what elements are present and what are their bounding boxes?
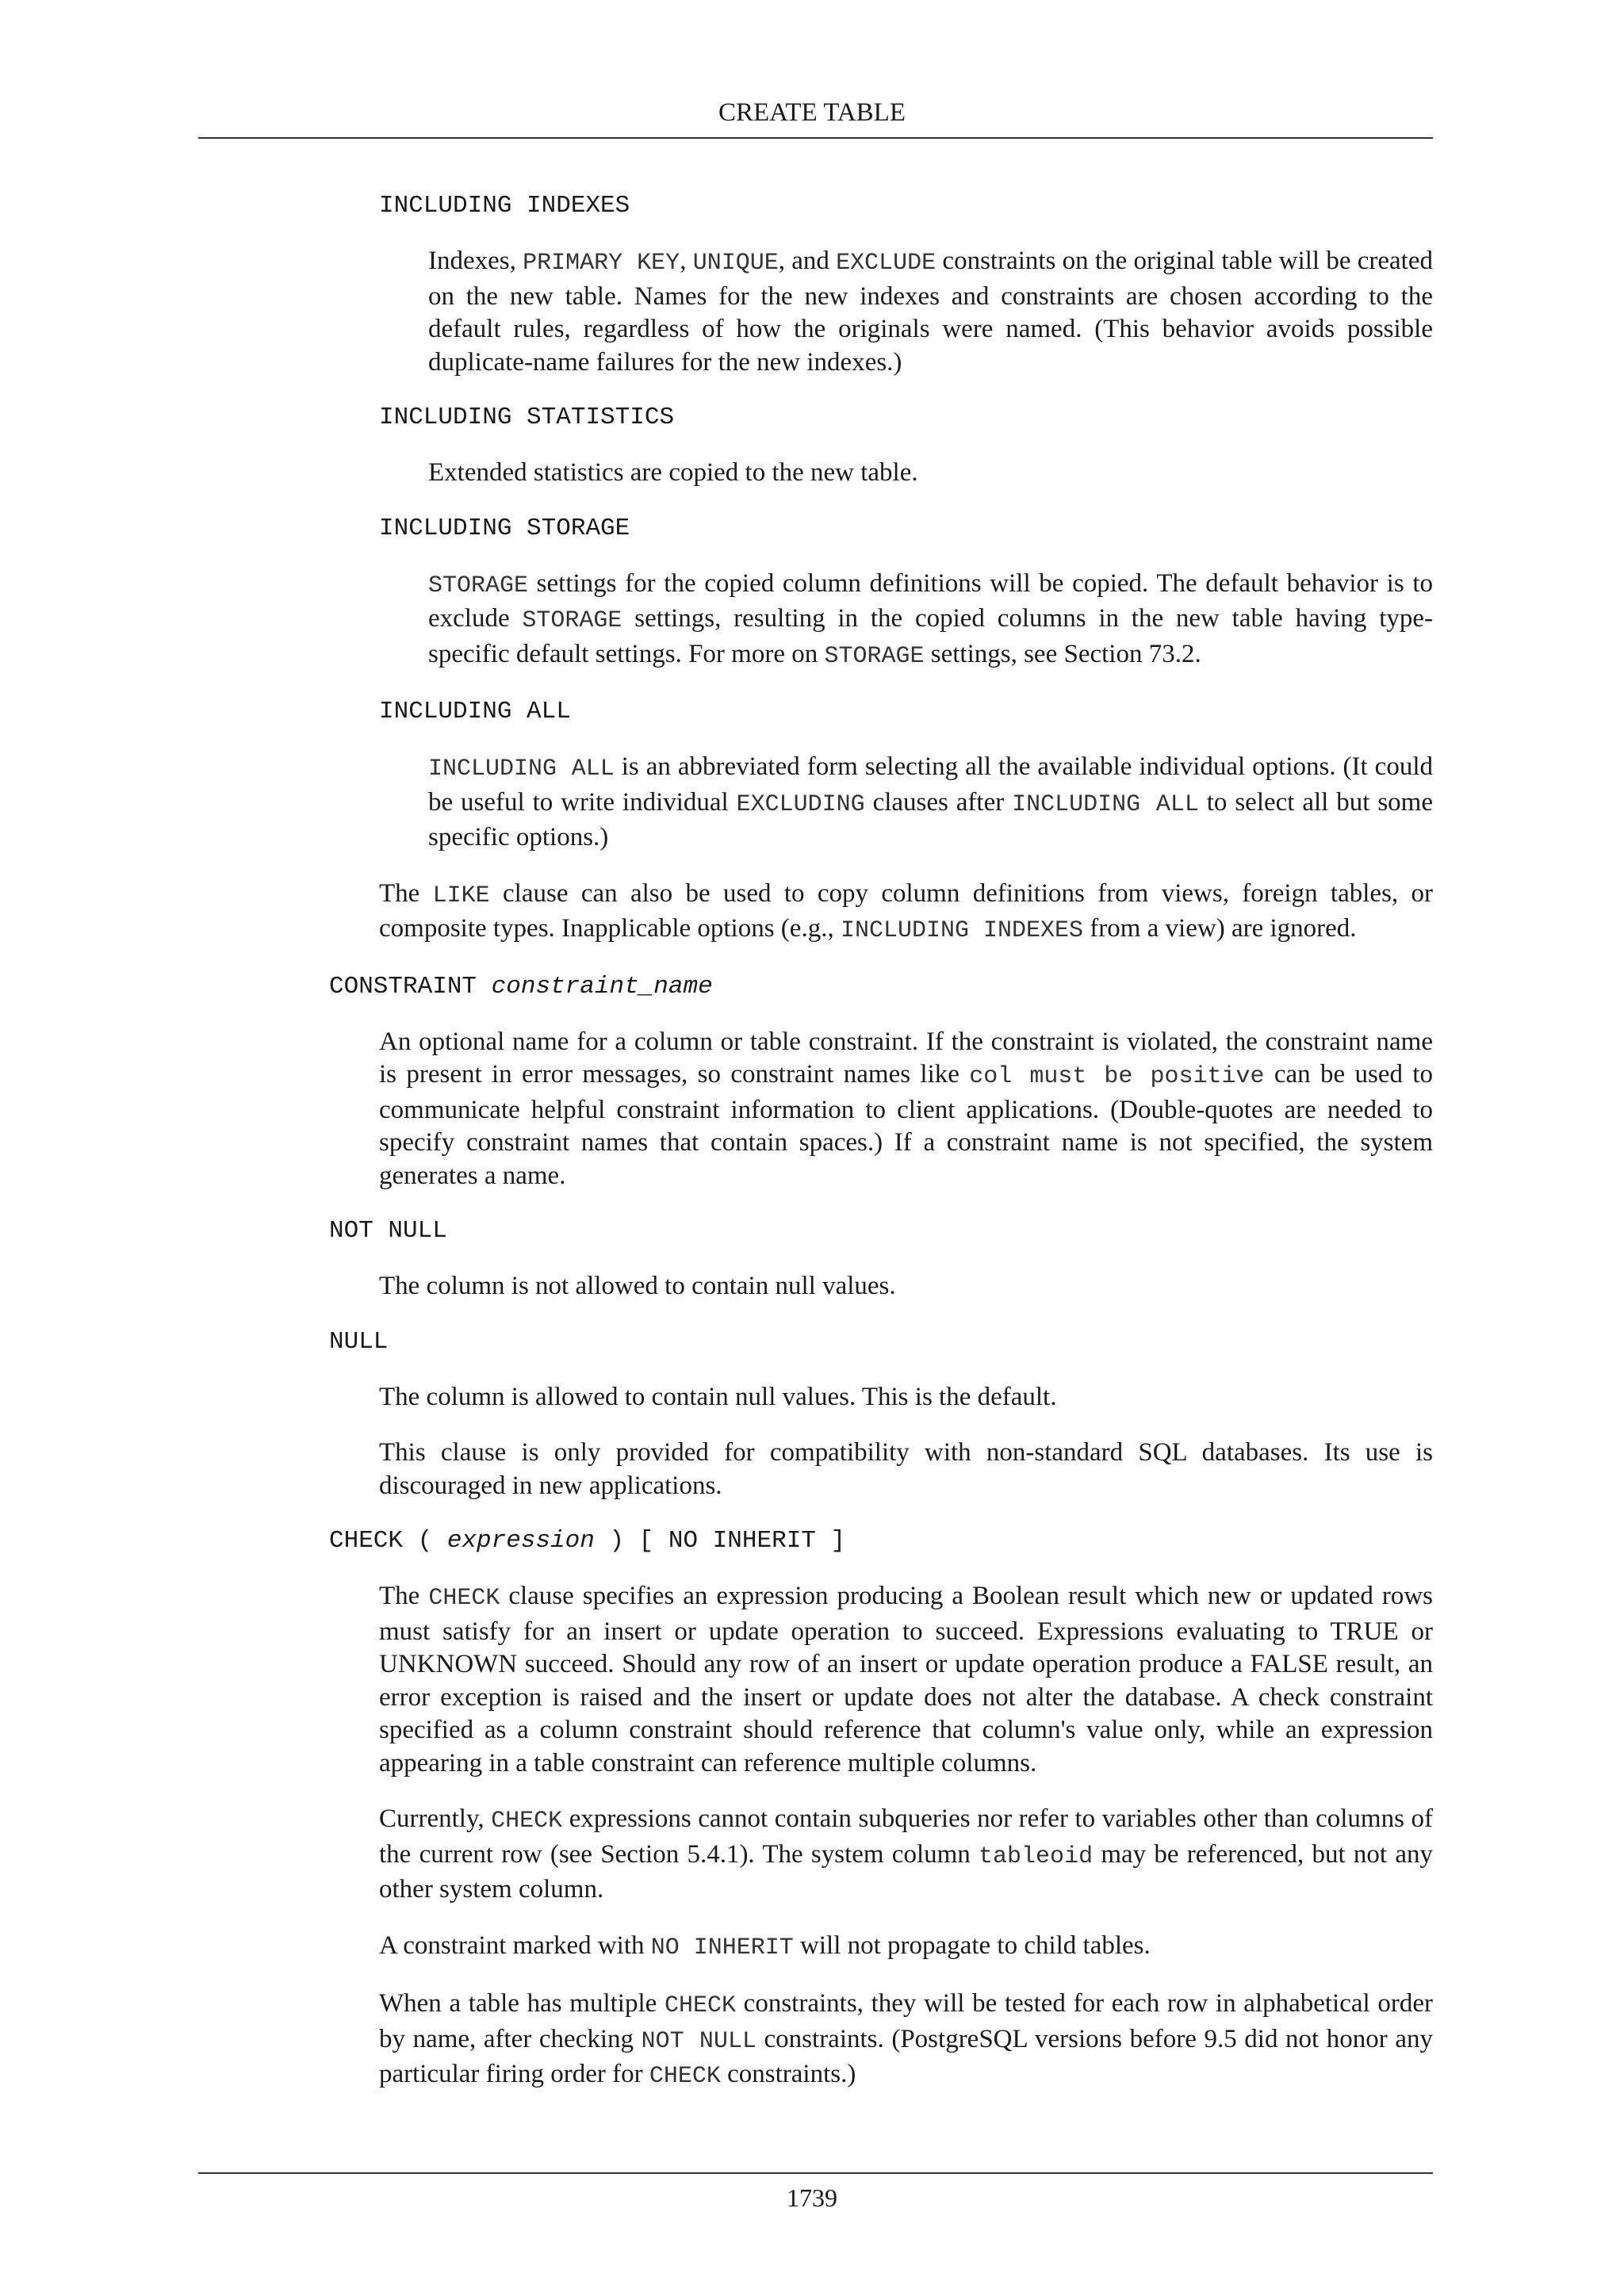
desc-not-null: The column is not allowed to contain null values. <box>379 1272 896 1300</box>
desc-null-2: This clause is only provided for compatibility with non-standard SQL databases. Its use is discouraged in new applications. <box>379 1438 1433 1500</box>
term-including-statistics: INCLUDING STATISTICS <box>379 404 675 431</box>
desc-including-storage: STORAGE settings for the copied column definitions will be copied. The default behavior is to exclude STORAGE settings, resulting in the copied columns in the new table having type-specific default settings. For more on STORAGE settings, see Section 73.2. <box>428 568 1433 670</box>
term-check: CHECK ( expression ) [ NO INHERIT ] <box>329 1527 846 1555</box>
desc-null-1: The column is allowed to contain null values. This is the default. <box>379 1382 1057 1411</box>
desc-check-4: When a table has multiple CHECK constraints, they will be tested for each row in alphabetical order by name, after checking NOT NULL constraints. (PostgreSQL versions before 9.5 did not honor any particular firing order for CHECK constraints.) <box>379 1989 1433 2090</box>
desc-check-3: A constraint marked with NO INHERIT will not propagate to child tables. <box>379 1931 1151 1961</box>
desc-check-1: The CHECK clause specifies an expression producing a Boolean result which new or updated rows must satisfy for an insert or update operation to succeed. Expressions evaluating to TRUE or UNKNOWN succeed. Should any row of an insert or update operation produce a FALSE result, an error exception is raised and the insert or update does not alter the database. A check constraint specified as a column constraint should reference that column's value only, while an expression appearing in a table constraint can reference multiple columns. <box>379 1582 1433 1777</box>
term-including-storage: INCLUDING STORAGE <box>379 514 630 542</box>
term-not-null: NOT NULL <box>329 1217 447 1245</box>
desc-including-indexes: Indexes, PRIMARY KEY, UNIQUE, and EXCLUDE constraints on the original table will be created on the new table. Names for the new indexes and constraints are chosen according to the default rules, regardless of how the originals were named. (This behavior avoids possible duplicate-name failures for the new indexes.) <box>428 247 1433 377</box>
desc-including-statistics: Extended statistics are copied to the new table. <box>428 458 918 487</box>
term-including-indexes: INCLUDING INDEXES <box>379 192 630 220</box>
term-null: NULL <box>329 1327 389 1356</box>
page-number: 1739 <box>787 2183 837 2212</box>
term-including-all: INCLUDING ALL <box>379 698 571 725</box>
desc-constraint: An optional name for a column or table constraint. If the constraint is violated, the constraint name is present in error messages, so constraint names like col must be positive can be used to communicate helpful constraint information to client applications. (Double-quotes are needed to specify constraint names that contain spaces.) If a constraint name is not specified, the system generates a name. <box>379 1027 1433 1190</box>
desc-including-all: INCLUDING ALL is an abbreviated form selecting all the available individual options. (It could be useful to write individual EXCLUDING clauses after INCLUDING ALL to select all but some specific options.) <box>428 752 1433 851</box>
desc-check-2: Currently, CHECK expressions cannot contain subqueries nor refer to variables other than columns of the current row (see Section 5.4.1). The system column tableoid may be referenced, but not any other system column. <box>379 1804 1433 1904</box>
running-header: CREATE TABLE <box>718 98 906 127</box>
term-constraint: CONSTRAINT constraint_name <box>329 972 713 1001</box>
like-clause-note: The LIKE clause can also be used to copy column definitions from views, foreign tables, or composite types. Inapplicable options (e.g., INCLUDING INDEXES from a view) are ignored. <box>379 878 1434 944</box>
footer-rule <box>198 2172 1433 2174</box>
header-rule <box>198 137 1433 139</box>
page-content <box>0 190 1624 2094</box>
